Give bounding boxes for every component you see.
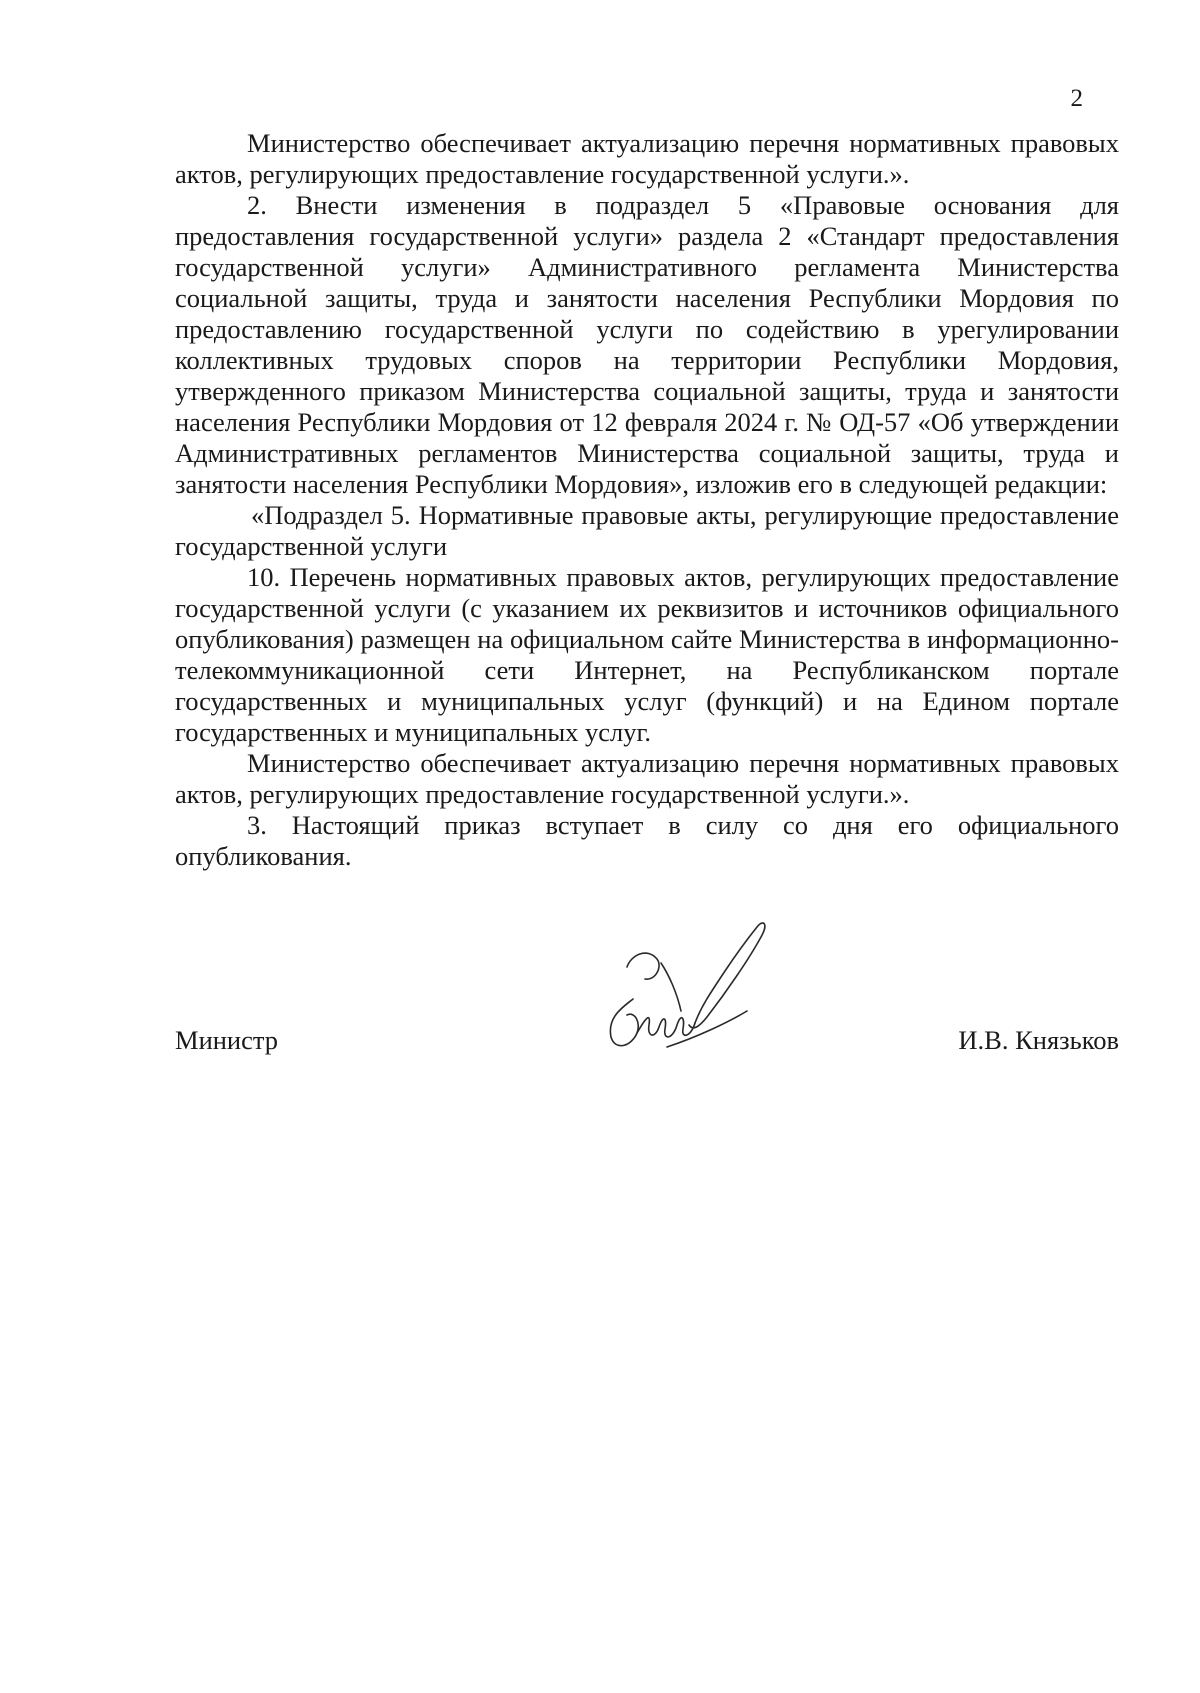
paragraph-ministry-update-2: Министерство обеспечивает актуализацию перечня нормативных правовых актов, регулирующих предоставление государственной услуги.». bbox=[175, 748, 1119, 809]
paragraph-item-2: 2. Внести изменения в подраздел 5 «Правовые основания для предоставления государственной услуги» раздела 2 «Стандарт предоставления государственной услуги» Административного регламента Министерства социальной защиты, труда и занятости населения Республики Мордовия по предоставлению государственной услуги по содействию в урегулировании коллективных трудовых споров на территории Республики Мордовия, утвержденного приказом Министерства социальной защиты, труда и занятости населения Республики Мордовия от 12 февраля 2024 г. № ОД-57 «Об утверждении Административных регламентов Министерства социальной защиты, труда и занятости населения Республики Мордовия», изложив его в следующей редакции: bbox=[175, 190, 1119, 499]
signatory-name: И.В. Князьков bbox=[958, 1025, 1119, 1055]
paragraph-subsection-5-heading: «Подраздел 5. Нормативные правовые акты, регулирующие предоставление государственной услуги bbox=[175, 500, 1119, 561]
paragraph-item-10: 10. Перечень нормативных правовых актов, регулирующих предоставление государственной услуги (с указанием их реквизитов и источников официального опубликования) размещен на официальном сайте Министерства в информационно-телекоммуникационной сети Интернет, на Республиканском портале государственных и муниципальных услуг (функций) и на Едином портале государственных и муниципальных услуг. bbox=[175, 562, 1119, 747]
signature-block bbox=[175, 1025, 1119, 1065]
page-number: 2 bbox=[1070, 85, 1083, 112]
document-body bbox=[175, 128, 1119, 872]
paragraph-item-3: 3. Настоящий приказ вступает в силу со дня его официального опубликования. bbox=[175, 810, 1119, 871]
signatory-position: Министр bbox=[175, 1025, 279, 1055]
paragraph-ministry-update-1: Министерство обеспечивает актуализацию перечня нормативных правовых актов, регулирующих предоставление государственной услуги.». bbox=[175, 128, 1119, 189]
